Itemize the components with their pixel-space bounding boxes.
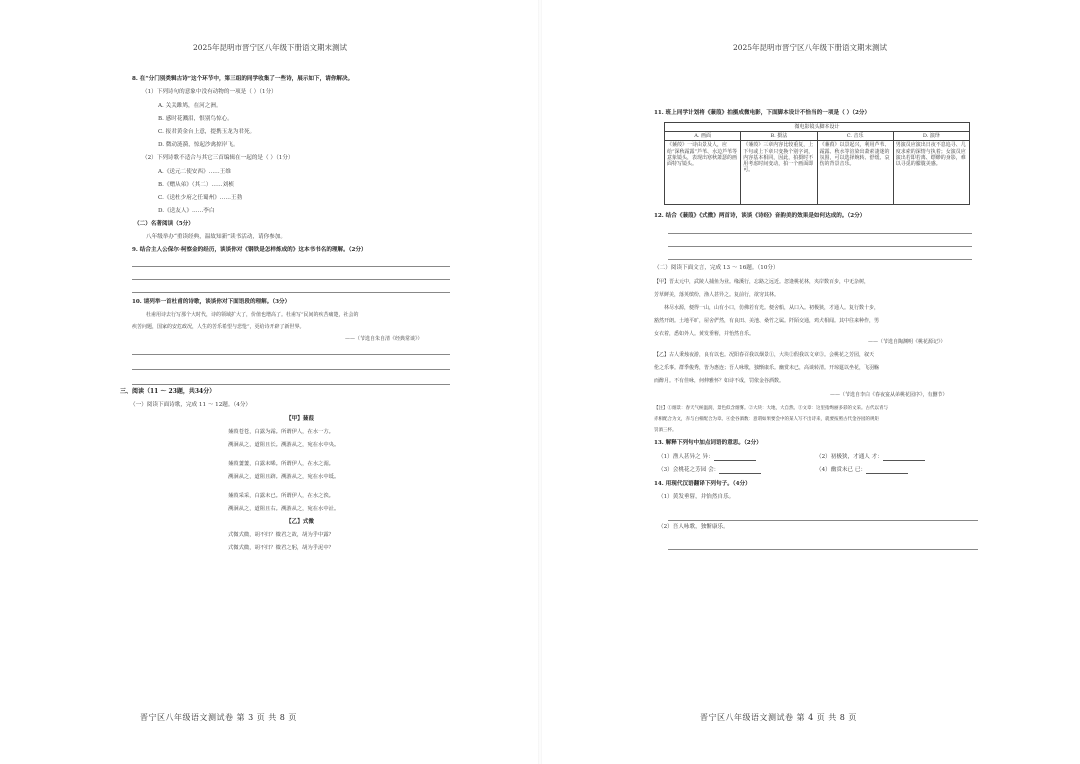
passage-line: 芳草鲜美，落英缤纷，渔人甚异之。复前行，欲穷其林。 bbox=[654, 292, 780, 298]
table-cell: 《蒹葭》一诗由景及人，应给“深秋霜露”芦苇、水边芦苇等意象镜头，表现出寒秋萧瑟的画面特写镜头。 bbox=[665, 141, 741, 205]
page-footer: 晋宁区八年级语文测试卷 第 3 页 共 8 页 bbox=[140, 713, 297, 722]
answer-line[interactable] bbox=[132, 354, 450, 355]
answer-blank[interactable] bbox=[714, 454, 756, 461]
q13-item bbox=[658, 454, 756, 461]
table-cell: 《蒹葭》三章内容比较重复，上下句或上下章只变换个别字词，内容基本相同，因此，拍摄时不用考虑时间变动，拍一个画面即可。 bbox=[741, 141, 817, 205]
passage-line: 【乙】古人秉烛夜游，良有以也。况阳春召我以烟景①，大块②假我以文章③。会桃花之芳园，叙天 bbox=[654, 352, 875, 358]
table-caption: 微电影镜头脚本设计 bbox=[665, 123, 970, 132]
answer-line[interactable] bbox=[668, 520, 978, 521]
answer-blank[interactable] bbox=[883, 454, 925, 461]
answer-line[interactable] bbox=[668, 246, 972, 247]
script-table bbox=[664, 122, 970, 205]
answer-blank[interactable] bbox=[719, 467, 761, 474]
question-12: 12. 结合《蒹葭》《式微》两首诗，谈谈《诗经》音韵美的效果是如何达成的。（2分） bbox=[654, 213, 866, 219]
quote-source: ——（节选自朱自清《经典常谈》） bbox=[345, 336, 423, 342]
passage-line: 伦之乐事。群季俊秀，皆为惠连；吾人咏歌，独惭康乐。幽赏未已，高谈转清。开琼筵以坐花，飞羽觞 bbox=[654, 365, 880, 371]
answer-line[interactable] bbox=[132, 279, 450, 280]
question-14: 14. 用现代汉语翻译下列句子。（4分） bbox=[654, 481, 751, 487]
q13-item-text: （3）会桃花之芳园 会： bbox=[658, 467, 720, 473]
page-footer: 晋宁区八年级语文测试卷 第 4 页 共 8 页 bbox=[700, 713, 857, 722]
question-13: 13. 解释下列句中加点词语的意思。（2分） bbox=[654, 440, 762, 446]
answer-line[interactable] bbox=[668, 233, 972, 234]
q13-item bbox=[816, 454, 925, 461]
poem-line: 式微式微，胡不归？微君之故，胡为乎中露？ bbox=[228, 532, 334, 538]
page-4 bbox=[540, 0, 1080, 764]
table-cell: 男演员应演出日夜不息追寻、几度求索的深情与执着；女演员应演出若即若离、缥缈的身影，难以寻觅的朦胧美感。 bbox=[893, 141, 969, 205]
answer-line[interactable] bbox=[132, 384, 450, 385]
answer-line[interactable] bbox=[132, 369, 450, 370]
poem-line: 蒹葭苍苍，白露为霜。所谓伊人，在水一方。 bbox=[228, 429, 334, 435]
poem-line: 溯洄从之，道阻且长。溯游从之，宛在水中央。 bbox=[228, 442, 340, 448]
option-b: B. 感时花溅泪，恨别鸟惊心。 bbox=[158, 116, 233, 122]
question-8: 8. 在“分门别类辑古诗”这个环节中，第三组的同学收集了一些诗，展示如下，请你解决。 bbox=[132, 76, 354, 82]
q13-item-text: （4）幽赏未已 已： bbox=[816, 467, 867, 473]
q13-item-text: （2）初极狭，才通人 才： bbox=[816, 454, 883, 460]
poem-line: 式微式微，胡不归？微君之躬，胡为乎泥中？ bbox=[228, 545, 334, 551]
answer-line[interactable] bbox=[668, 549, 978, 550]
quote-text: 杜甫用诗去行写那个大时代，诗的领域扩大了，价值也增高了。杜甫写“民间的疾苦痛楚，社会的 bbox=[146, 312, 359, 318]
poem-title: 【乙】式微 bbox=[286, 519, 314, 525]
section-title: （二）阅读下面文言，完成 13 ～ 16题。（10分） bbox=[654, 265, 779, 271]
section-intro: 八年级举办“重读经典，温故知新”读书活动，请你参加。 bbox=[146, 234, 286, 240]
option-b: B.《赠从弟》（其二）……刘桢 bbox=[158, 182, 234, 188]
poem-line: 溯洄从之，道阻且右。溯游从之，宛在水中沚。 bbox=[228, 506, 340, 512]
poem-line: 溯洄从之，道阻且跻。溯游从之，宛在水中坻。 bbox=[228, 474, 340, 480]
option-c: C.《送杜少府之任蜀州》……王勃 bbox=[158, 195, 243, 201]
q13-item bbox=[658, 467, 761, 474]
question-8-1: （1）下列诗句的意象中没有动物的一项是（ ）（1分） bbox=[142, 89, 277, 95]
table-header: C. 音乐 bbox=[817, 132, 893, 141]
passage-line: 【甲】晋太元中，武陵人捕鱼为业。缘溪行，忘路之远近。忽逢桃花林，夹岸数百步，中无杂树， bbox=[654, 279, 870, 285]
section-title: （二）名著阅读（5分） bbox=[134, 221, 194, 227]
answer-blank[interactable] bbox=[866, 467, 908, 474]
passage-line: 林尽水源，便得一山，山有小口，仿佛若有光。便舍船，从口入。初极狭，才通人。复行数十步， bbox=[664, 305, 880, 311]
poem-title: 【甲】蒹葭 bbox=[286, 416, 314, 422]
note-line: 赤相配合为文，赤与白相配合为章。④金谷酒数：意谓如果要会中的某人写不出诗来，就要按照古代金谷园的规矩 bbox=[654, 417, 879, 422]
question-10: 10. 请列举一首杜甫的诗歌，谈谈你对下面语段的理解。（3分） bbox=[132, 299, 291, 305]
option-c: C. 报君黄金台上意，提携玉龙为君死。 bbox=[158, 129, 256, 135]
poem-line: 蒹葭采采，白露未已。所谓伊人，在水之涘。 bbox=[228, 493, 334, 499]
question-8-2: （2）下列诗歌不适合与其它三首编辑在一起的是（ ）（1分） bbox=[142, 155, 294, 161]
option-a: A. 关关雎鸠，在河之洲。 bbox=[158, 103, 222, 109]
option-d: D. 微动涟漪，惊起沙禽掠岸飞。 bbox=[158, 142, 239, 148]
table-cell: 《蒹葭》以景起兴，利用芦苇、霜露、秋水等渲染出萧索凄迷的氛围，可以选择婉转、舒缓、哀伤的背景音乐。 bbox=[817, 141, 893, 205]
passage-line: 而醉月。不有佳咏，何伸雅怀？如诗不成，罚依金谷酒数。 bbox=[654, 378, 785, 384]
question-11: 11. 班上同学计划将《蒹葭》拍摄成微电影，下面脚本设计不恰当的一项是（ ）（2分） bbox=[654, 110, 871, 116]
quote-text: 疾苦问题，国家的安危政况，人生的苦乐希望与悲怆”，更给诗开辟了新世界。 bbox=[132, 324, 305, 330]
note-line: 【注】①烟景：春天气候温润，景色似含烟雾。②大块：大地，大自然。③文章：这里指绚丽多彩的文采。古代以青与 bbox=[654, 406, 888, 411]
table-header: B. 摄法 bbox=[741, 132, 817, 141]
answer-line[interactable] bbox=[132, 266, 450, 267]
table-header: A. 画面 bbox=[665, 132, 741, 141]
passage-line: 女衣着，悉如外人。黄发垂髫，并怡然自乐。 bbox=[654, 331, 755, 337]
part-title: 三、阅读（11 ～ 23题，共34分） bbox=[120, 388, 216, 395]
page-header: 2025年昆明市晋宁区八年级下册语文期末测试 bbox=[192, 43, 348, 52]
section-title: （一）阅读下面诗歌，完成 11 ～ 12题。（4分） bbox=[130, 402, 252, 408]
passage-line: 豁然开朗。土地平旷，屋舍俨然，有良田、美池、桑竹之属。阡陌交通，鸡犬相闻。其中往来种作，男 bbox=[654, 318, 880, 324]
q14-item: （1）黄发垂髫，并怡然自乐。 bbox=[658, 494, 735, 500]
q14-item: （2）吾人咏歌，独惭康乐。 bbox=[658, 524, 729, 530]
table-header: D. 演绎 bbox=[893, 132, 969, 141]
note-line: 罚酒三杯。 bbox=[654, 428, 677, 433]
q13-item-text: （1）渔人甚异之 异： bbox=[658, 454, 714, 460]
answer-line[interactable] bbox=[668, 259, 972, 260]
question-9: 9. 结合主人公保尔·柯察金的经历，谈谈你对《钢铁是怎样炼成的》这本书书名的理解。（2分） bbox=[132, 247, 367, 253]
option-d: D.《送友人》……李白 bbox=[158, 208, 215, 214]
poem-line: 蒹葭萋萋，白露未晞。所谓伊人，在水之湄。 bbox=[228, 461, 334, 467]
page-header: 2025年昆明市晋宁区八年级下册语文期末测试 bbox=[732, 43, 888, 52]
answer-line[interactable] bbox=[132, 292, 450, 293]
q13-item bbox=[816, 467, 908, 474]
passage-source: ——（节选自陶渊明《桃花源记》） bbox=[868, 339, 946, 345]
passage-source: ——（节选自李白《春夜宴从弟桃花园序》，有删节） bbox=[830, 392, 948, 398]
option-a: A.《送元二使安西》……王维 bbox=[158, 169, 231, 175]
